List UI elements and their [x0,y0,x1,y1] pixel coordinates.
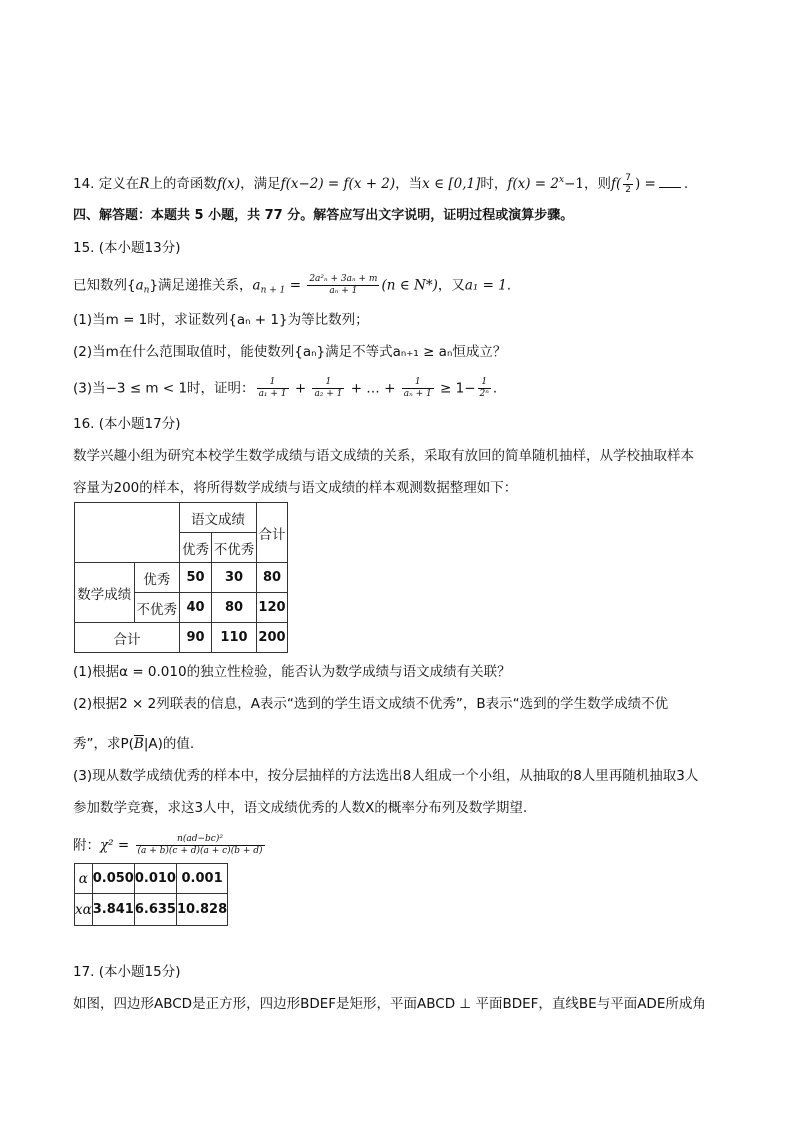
table-cell: 40 [180,593,212,623]
table-cell: 30 [212,563,257,593]
table-cell: 80 [212,593,257,623]
row-math: 数学成绩 [75,563,135,623]
table-cell: 3.841 [92,894,134,926]
question-16-stem-line-1: 数学兴趣小组为研究本校学生数学成绩与语文成绩的关系，采取有放回的简单随机抽样，从学校抽取样本 [73,448,694,464]
header-total: 合计 [257,503,288,563]
table-cell: 0.010 [134,864,176,894]
question-15-part-3: (3)当−3 ≤ m < 1时，证明： $\frac{1}{\text{a₁ + 1}}$ + $\frac{1}{\text{a₂ + 1}}$ + … + $\frac{1}{\text{aₙ + 1}}$ ≥ 1− $\frac{1}{\text{2ⁿ}}$ . [73,377,498,399]
contingency-table [74,502,288,653]
question-15-part-1: (1)当m = 1时，求证数列{aₙ + 1}为等比数列； [73,312,369,328]
question-16-part-3-line-1: (3)现从数学成绩优秀的样本中，按分层抽样的方法选出8人组成一个小组，从抽取的8人里再随机抽取3人 [73,768,699,784]
table-cell: 80 [257,563,288,593]
row-not-excellent: 不优秀 [134,593,179,623]
question-16-stem-line-2: 容量为200的样本，将所得数学成绩与语文成绩的样本观测数据整理如下： [73,480,518,496]
question-15-stem: 已知数列$\{a_n\}$满足递推关系，$a_{n + 1}$ = $\frac{\text{2a²ₙ + 3aₙ + m}}{\text{aₙ + 1}}$ (n ∈ N*)，又a₁ = 1. [73,274,512,296]
table-cell: 200 [257,623,288,653]
question-16-part-2-line-2: 秀”，求$P(\overline{B}|A)$的值. [73,736,195,752]
table-cell: 50 [180,563,212,593]
row-total: 合计 [75,623,180,653]
header-excellent: 优秀 [180,533,212,563]
question-15-header: 15. (本小题13分) [73,240,181,256]
table-cell: 0.001 [176,864,227,894]
table-cell: 10.828 [176,894,227,926]
appendix-formula: 附：χ² = $\frac{\text{n(ad−bc)²}}{(a + b)(c + d)(a + c)(b + d)}$ [73,834,263,856]
question-16-part-1: (1)根据α = 0.010的独立性检验，能否认为数学成绩与语文成绩有关联？ [73,664,511,680]
critical-value-table: α 0.050 0.010 0.001 xα 3.841 6.635 10.828 [74,863,228,926]
row-excellent: 优秀 [134,563,179,593]
question-17-header: 17. (本小题15分) [73,964,181,980]
table-cell: 0.050 [92,864,134,894]
table-cell: 90 [180,623,212,653]
header-chinese: 语文成绩 [180,503,257,533]
question-14: 14. 定义在R上的奇函数f(x)，满足f(x−2) = f(x + 2)，当x ∈ [0,1]时，$f(x) = 2^x-1$，则f( $\frac{7}{2}$ ) = . [73,172,689,195]
question-15-part-2: (2)当m在什么范围取值时，能使数列{aₙ}满足不等式aₙ₊₁ ≥ aₙ恒成立？ [73,344,507,360]
question-17-stem: 如图，四边形ABCD是正方形，四边形BDEF是矩形，平面ABCD ⊥ 平面BDEF，直线BE与平面ADE所成角 [73,996,706,1012]
question-16-part-2-line-1: (2)根据2 × 2列联表的信息，A表示“选到的学生语文成绩不优秀”，B表示“选到的学生数学成绩不优 [73,696,669,712]
section-heading: 四、解答题：本题共 5 小题，共 77 分。解答应写出文字说明，证明过程或演算步骤。 [73,208,574,223]
table-cell: 6.635 [134,894,176,926]
table-cell: 110 [212,623,257,653]
question-16-part-3-line-2: 参加数学竞赛，求这3人中，语文成绩优秀的人数X的概率分布列及数学期望. [73,800,528,816]
header-not-excellent: 不优秀 [212,533,257,563]
question-16-header: 16. (本小题17分) [73,416,181,432]
answer-blank [659,175,681,188]
table-cell: 120 [257,593,288,623]
